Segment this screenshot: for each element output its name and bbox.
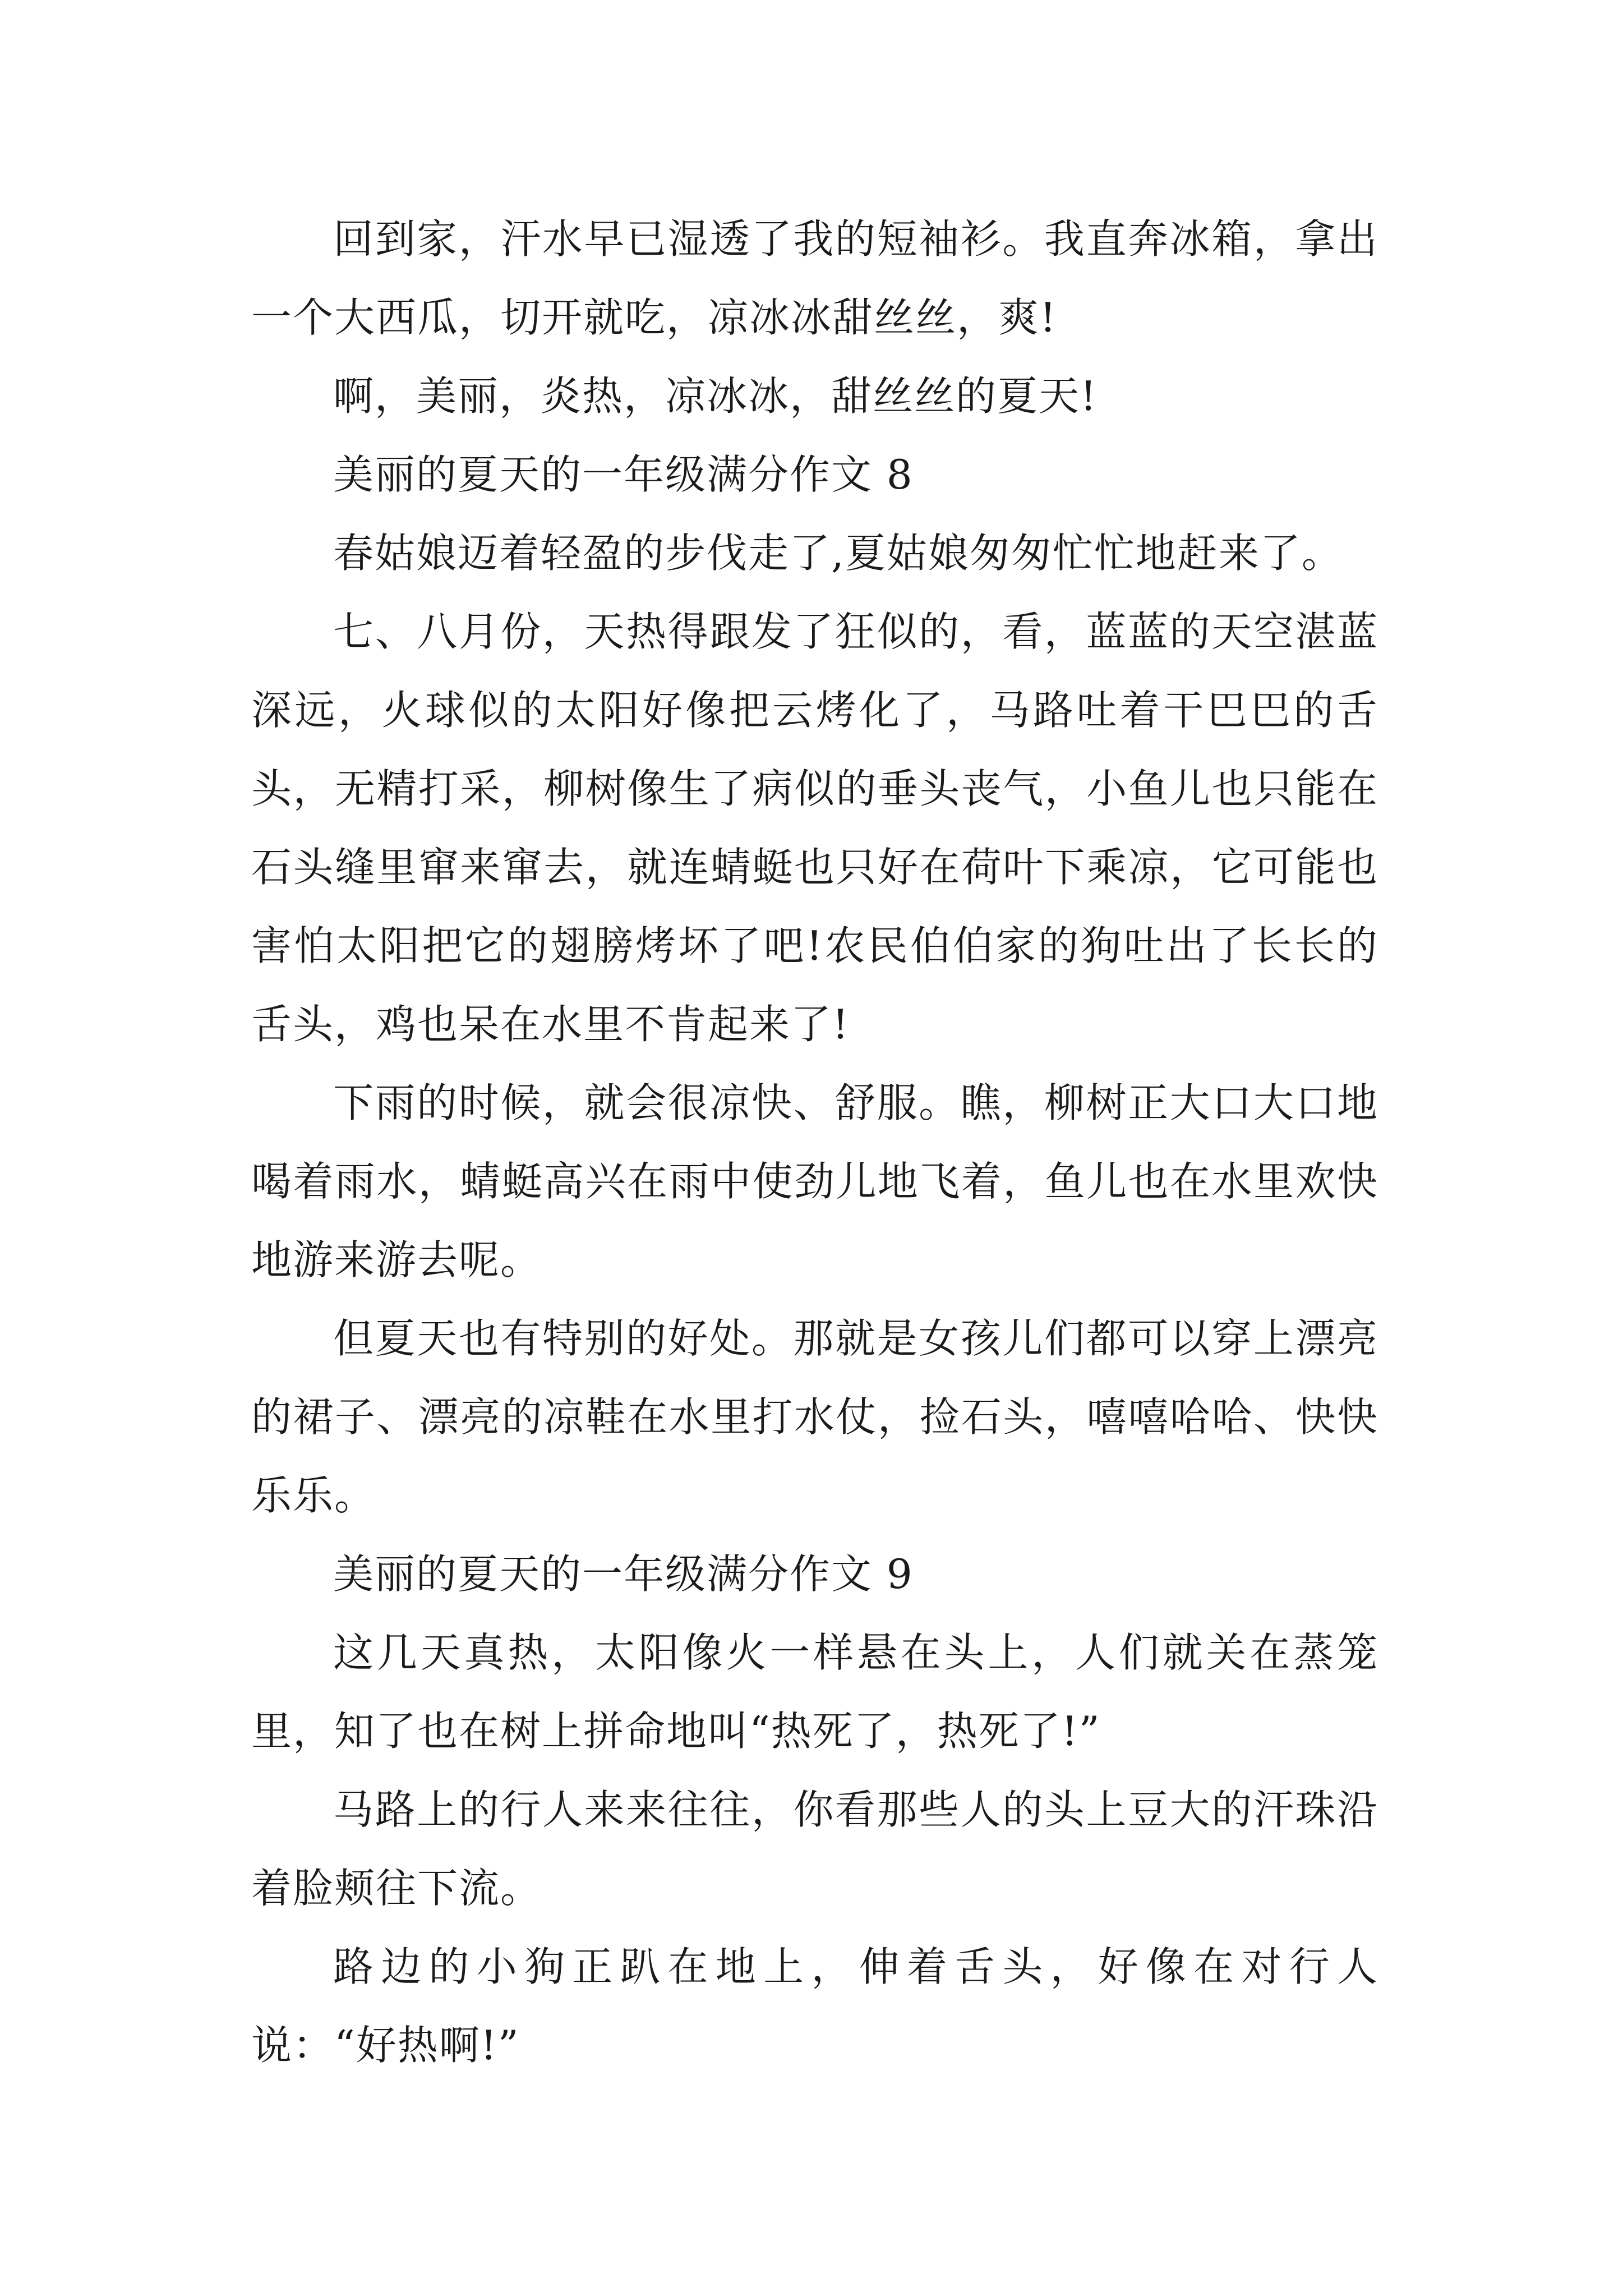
paragraph-7: 这几天真热，太阳像火一样悬在头上，人们就关在蒸笼里，知了也在树上拼命地叫“热死了，热死了!” (251, 1629, 1378, 1755)
paragraph-2: 啊，美丽，炎热，凉冰冰，甜丝丝的夏天! (333, 372, 1098, 420)
essay-body (251, 200, 1378, 2085)
paragraph-6: 但夏天也有特别的好处。那就是女孩儿们都可以穿上漂亮的裙子、漂亮的凉鞋在水里打水仗，捡石头，嘻嘻哈哈、快快乐乐。 (251, 1315, 1378, 1519)
paragraph-3: 春姑娘迈着轻盈的步伐走了,夏姑娘匆匆忙忙地赶来了。 (333, 530, 1343, 577)
paragraph-5: 下雨的时候，就会很凉快、舒服。瞧，柳树正大口大口地喝着雨水，蜻蜓高兴在雨中使劲儿地飞着，鱼儿也在水里欢快地游来游去呢。 (251, 1079, 1378, 1283)
paragraph-1: 回到家，汗水早已湿透了我的短袖衫。我直奔冰箱，拿出一个大西瓜，切开就吃，凉冰冰甜丝丝，爽! (251, 215, 1378, 341)
paragraph-9: 路边的小狗正趴在地上，伸着舌头，好像在对行人说：“好热啊!” (251, 1943, 1378, 2069)
paragraph-8: 马路上的行人来来往往，你看那些人的头上豆大的汗珠沿着脸颊往下流。 (251, 1786, 1378, 1912)
paragraph-4: 七、八月份，天热得跟发了狂似的，看，蓝蓝的天空湛蓝深远，火球似的太阳好像把云烤化了，马路吐着干巴巴的舌头，无精打采，柳树像生了病似的垂头丧气，小鱼儿也只能在石头缝里窜来窜去，就连蜻蜓也只好在荷叶下乘凉，它可能也害怕太阳把它的翅膀烤坏了吧!农民伯伯家的狗吐出了长长的舌头，鸡也呆在水里不肯起来了! (251, 608, 1378, 1048)
essay-heading-8: 美丽的夏天的一年级满分作文 8 (333, 451, 914, 498)
essay-heading-9: 美丽的夏天的一年级满分作文 9 (333, 1550, 914, 1598)
